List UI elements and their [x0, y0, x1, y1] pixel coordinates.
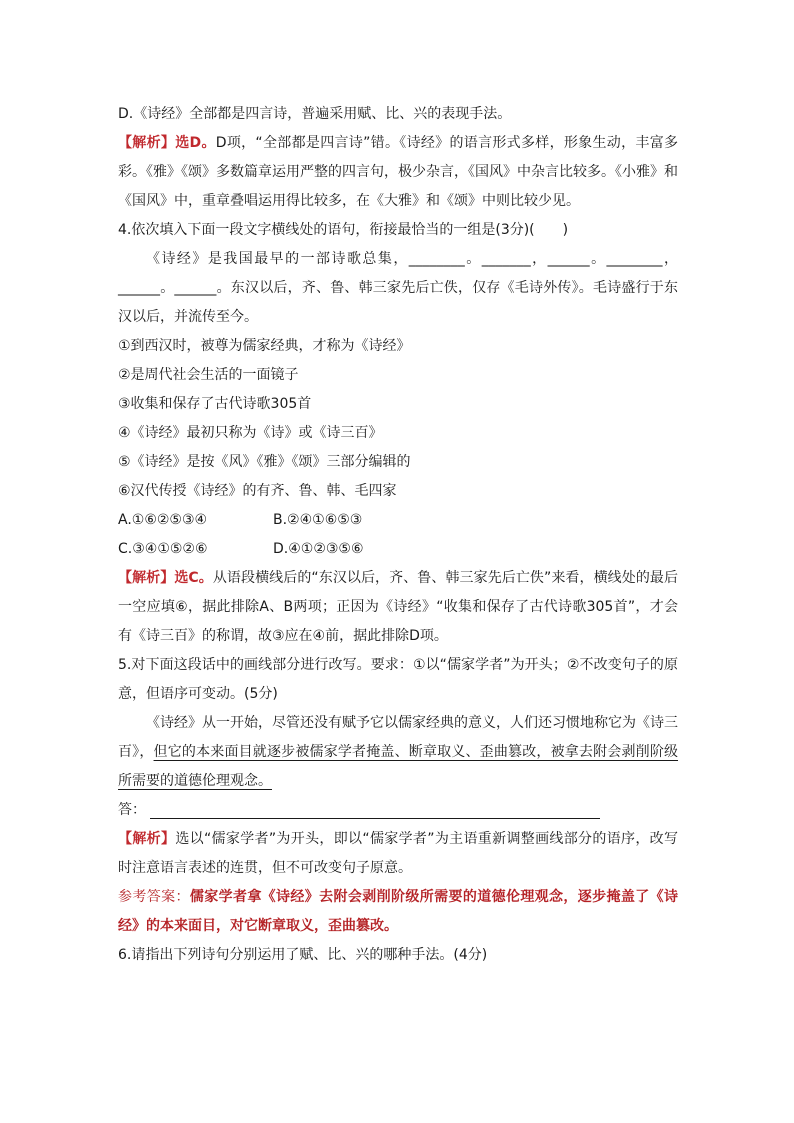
- q6-stem: 6.请指出下列诗句分别运用了赋、比、兴的哪种手法。(4分): [118, 947, 488, 963]
- q4-analysis: [118, 564, 678, 651]
- reference-body: 儒家学者拿《诗经》去附会剥削阶级所需要的道德伦理观念，逐步掩盖了《诗经》的本来面目，对它断章取义，歪曲篡改。: [118, 889, 678, 934]
- q5-passage-underlined: 但它的本来面目就逐步被儒家学者掩盖、断章取义、歪曲篡改，被拿去附会剥削阶级所需要的道德伦理观念。: [118, 744, 679, 789]
- q4-item-2: ②是周代社会生活的一面镜子: [118, 367, 299, 383]
- q4-options-row-2: [118, 535, 678, 564]
- q4-options-row-1: [118, 506, 678, 535]
- analysis-body: D项，“全部都是四言诗”错。《诗经》的语言形式多样，形象生动，丰富多彩。《雅》《颂》多数篇章运用严整的四言句，极少杂言，《国风》中杂言比较多。《小雅》和《国风》中，重章叠唱运用得比较多，在《大雅》和《颂》中则比较少见。: [118, 135, 678, 209]
- option-c: C.③④①⑤②⑥: [118, 541, 208, 557]
- q5-passage-plain: 《诗经》从一开始，尽管还没有赋予它以儒家经典的意义，人们还习惯地称它为《诗三百》，: [118, 715, 678, 760]
- analysis-body: 从语段横线后的“东汉以后，齐、鲁、韩三家先后亡佚”来看，横线处的最后一空应填⑥，据此排除A、B两项；正因为《诗经》“收集和保存了古代诗歌305首”，才会有《诗三百》的称谓，故③应在④前，据此排除D项。: [118, 570, 678, 644]
- q3-analysis: [118, 129, 678, 216]
- analysis-choice: 选C。: [174, 570, 213, 586]
- option-b: B.②④①⑥⑤③: [273, 512, 363, 528]
- q5-reference-answer: [118, 883, 678, 941]
- answer-label: 答：: [118, 802, 146, 818]
- q5-stem: 5.对下面这段话中的画线部分进行改写。要求：①以“儒家学者”为开头；②不改变句子的原意，但语序可变动。(5分): [118, 657, 678, 702]
- analysis-body: 选以“儒家学者”为开头，即以“儒家学者”为主语重新调整画线部分的语序，改写时注意语言表述的连贯，但不可改变句子原意。: [118, 831, 679, 876]
- q4-passage: 《诗经》是我国最早的一部诗歌总集，________。_______，______。________，______。______。东汉以后，齐、鲁、韩三家先后亡佚，仅存《毛诗外传》。毛诗盛行于东汉以后，并流传至今。: [118, 251, 678, 325]
- option-a: A.①⑥②⑤③④: [118, 512, 208, 528]
- analysis-tag: 【解析】: [118, 831, 176, 847]
- analysis-choice: 选D。: [175, 135, 216, 151]
- reference-label: 参考答案：: [118, 889, 190, 905]
- q4-item-3: ③收集和保存了古代诗歌305首: [118, 396, 312, 412]
- answer-blank[interactable]: [150, 800, 600, 819]
- analysis-tag: 【解析】: [118, 570, 175, 586]
- document-page: [118, 100, 678, 970]
- q4-item-5: ⑤《诗经》是按《风》《雅》《颂》三部分编辑的: [118, 454, 411, 470]
- q5-answer-line: [118, 796, 678, 825]
- q4-stem: 4.依次填入下面一段文字横线处的语句，衔接最恰当的一组是(3分)( ): [118, 222, 569, 238]
- q4-item-4: ④《诗经》最初只称为《诗》或《诗三百》: [118, 425, 383, 441]
- q4-item-1: ①到西汉时，被尊为儒家经典，才称为《诗经》: [118, 338, 411, 354]
- q5-analysis: [118, 825, 678, 883]
- option-d-text: D.《诗经》全部都是四言诗，普遍采用赋、比、兴的表现手法。: [118, 106, 512, 122]
- option-d: D.④①②③⑤⑥: [273, 541, 364, 557]
- q5-passage: [118, 709, 678, 796]
- analysis-tag: 【解析】: [118, 135, 176, 151]
- q4-item-6: ⑥汉代传授《诗经》的有齐、鲁、韩、毛四家: [118, 483, 397, 499]
